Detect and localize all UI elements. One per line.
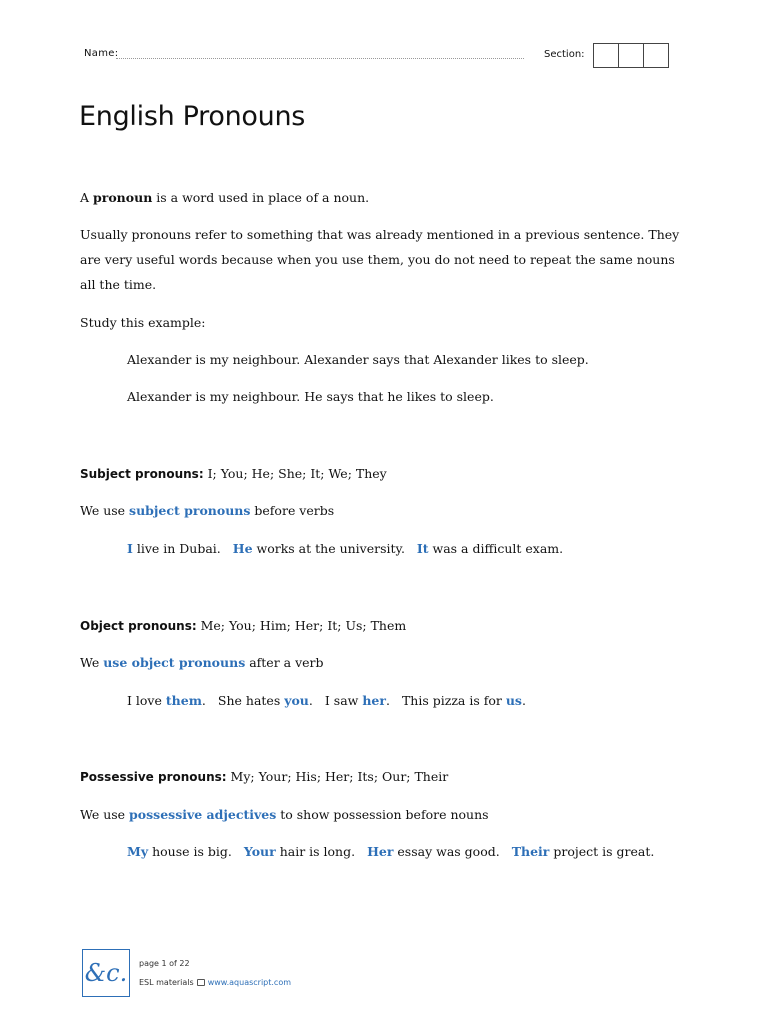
subject-usage [80, 498, 690, 523]
section-boxes[interactable] [593, 43, 669, 68]
example-text: I love [127, 693, 166, 708]
esl-label: ESL materials [139, 978, 194, 987]
usage-text: We [80, 655, 104, 670]
example-text: This pizza is for [401, 693, 506, 708]
example-text: . [201, 693, 206, 708]
object-usage [80, 650, 690, 675]
example-text: essay was good. [393, 844, 500, 859]
example-sentence-2: Alexander is my neighbour. He says that he likes to sleep. [127, 389, 494, 404]
example-sentence-1: Alexander is my neighbour. Alexander says that Alexander likes to sleep. [127, 352, 589, 367]
example-text: . [308, 693, 313, 708]
intro-rest: is a word used in place of a noun. [152, 190, 370, 205]
pronoun-highlight: Their [511, 844, 550, 859]
usage-text: before verbs [250, 503, 335, 518]
pronoun-highlight: Her [367, 844, 394, 859]
footer-credits [139, 978, 291, 987]
aquascript-logo [82, 949, 130, 997]
section-box[interactable] [619, 44, 644, 67]
pronoun-highlight: her [362, 693, 386, 708]
logo-text: &c. [84, 959, 128, 987]
example-text: was a difficult exam. [428, 541, 564, 556]
possessive-pronouns-label: Possessive pronouns: [80, 770, 227, 784]
usage-text: We use [80, 503, 130, 518]
intro-a: A [80, 190, 94, 205]
example-text: . [385, 693, 390, 708]
object-pronouns-label: Object pronouns: [80, 619, 197, 633]
pronoun-highlight: you [284, 693, 309, 708]
study-label: Study this example: [80, 315, 206, 330]
example-text: She hates [217, 693, 285, 708]
page-title: English Pronouns [79, 101, 306, 132]
usage-text: after a verb [245, 655, 324, 670]
example-text: works at the university. [252, 541, 405, 556]
example-text: live in Dubai. [132, 541, 221, 556]
object-examples [127, 688, 737, 713]
section-box[interactable] [594, 44, 619, 67]
page-number: page 1 of 22 [139, 959, 190, 968]
subject-pronouns-line [80, 461, 690, 487]
subject-pronouns-label: Subject pronouns: [80, 467, 204, 481]
website-link[interactable]: www.aquascript.com [207, 978, 292, 987]
pronoun-highlight: My [127, 844, 149, 859]
example-text: I saw [324, 693, 363, 708]
usage-term: subject pronouns [129, 503, 251, 518]
pronoun-highlight: them [165, 693, 202, 708]
example-text: . [521, 693, 526, 708]
pronoun-highlight: It [416, 541, 429, 556]
object-pronouns-list: Me; You; Him; Her; It; Us; Them [196, 618, 407, 633]
pronoun-highlight: I [127, 541, 133, 556]
possessive-usage [80, 802, 690, 827]
example-text: house is big. [148, 844, 232, 859]
intro-paragraph [80, 185, 690, 210]
usage-text: to show possession before nouns [276, 807, 489, 822]
example-text: hair is long. [275, 844, 356, 859]
pronoun-highlight: He [232, 541, 253, 556]
name-field[interactable] [116, 58, 524, 59]
possessive-pronouns-list: My; Your; His; Her; Its; Our; Their [226, 769, 449, 784]
usage-term: use object pronouns [103, 655, 246, 670]
name-label: Name: [84, 48, 119, 59]
usage-text: We use [80, 807, 130, 822]
section-box[interactable] [644, 44, 668, 67]
usage-term: possessive adjectives [129, 807, 277, 822]
pronoun-highlight: Your [243, 844, 276, 859]
possessive-pronouns-line [80, 764, 690, 790]
possessive-examples [127, 839, 737, 864]
example-text: project is great. [549, 844, 655, 859]
section-label: Section: [544, 49, 585, 60]
explanation-paragraph: Usually pronouns refer to something that was already mentioned in a previous sentence. They are very useful words because when you use them, you do not need to repeat the same nouns all the time. [80, 227, 680, 292]
camera-icon [197, 979, 205, 986]
subject-pronouns-list: I; You; He; She; It; We; They [203, 466, 387, 481]
pronoun-term: pronoun [93, 190, 153, 205]
object-pronouns-line [80, 613, 690, 639]
pronoun-highlight: us [505, 693, 522, 708]
subject-examples [127, 536, 737, 561]
